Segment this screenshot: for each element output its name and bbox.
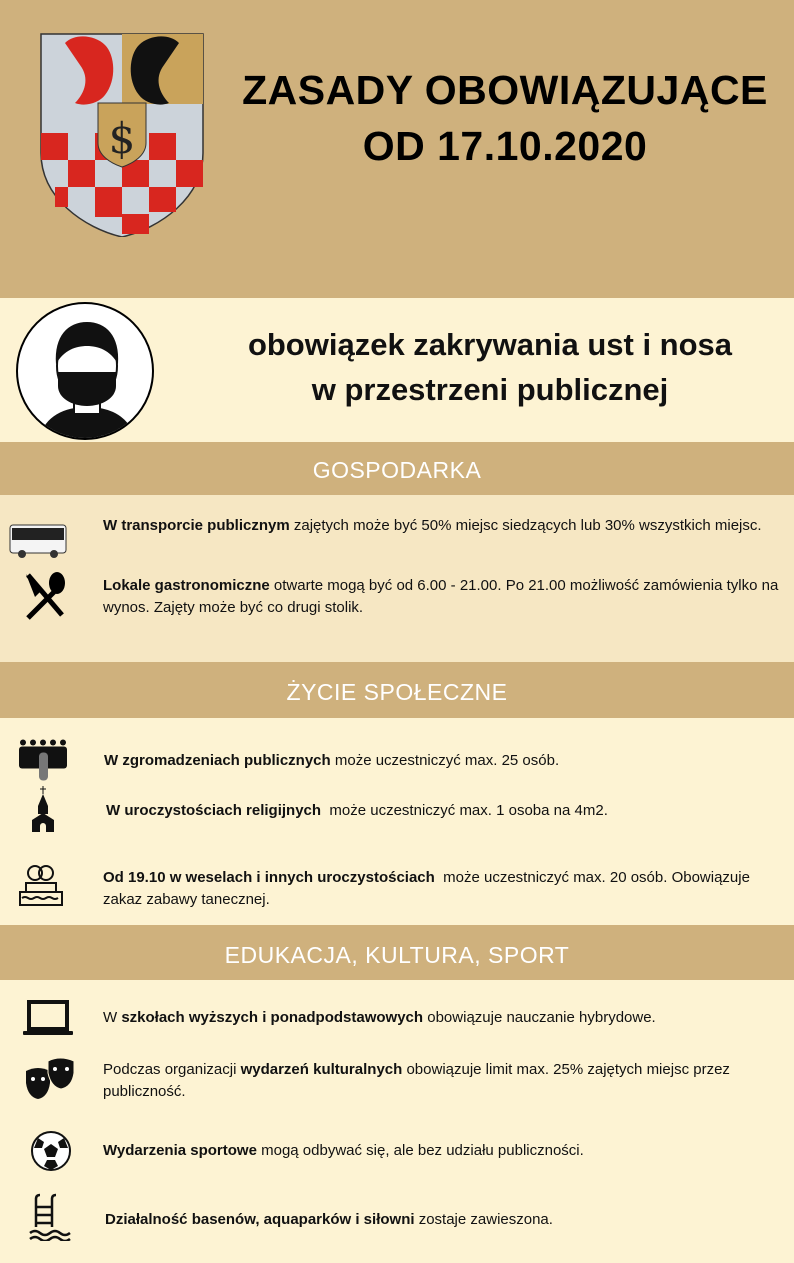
rule-rest: obowiązuje limit max. 25% zajętych miejsc przez publiczność. (103, 1061, 730, 1100)
rule-prefix: W (103, 1009, 122, 1026)
rule-text (103, 867, 783, 911)
soccer-ball-icon (30, 1130, 72, 1172)
rule-bold: W zgromadzeniach publicznych (104, 752, 331, 769)
rule-bold: W uroczystościach religijnych (106, 802, 322, 819)
rule-text (103, 515, 783, 537)
rule-rest: obowiązuje nauczanie hybrydowe. (423, 1009, 656, 1026)
title-line-2: OD 17.10.2020 (362, 123, 648, 169)
rule-rest: otwarte mogą być od 6.00 - 21.00. Po 21.00 możliwość zamówienia tylko na wynos. Zajęty może być co drugi stolik. (103, 577, 779, 616)
rule-bold: Od 19.10 w weselach i innych uroczystościach (103, 869, 435, 886)
rule-rest: zajętych może być 50% miejsc siedzących lub 30% wszystkich miejsc. (289, 517, 762, 534)
section-zycie-spoleczne (0, 718, 794, 923)
rule-text (106, 800, 786, 822)
coat-of-arms-icon (40, 33, 204, 237)
section-header-gospodarka: GOSPODARKA (0, 442, 794, 495)
rule-rest: zostaje zawieszona. (414, 1211, 553, 1228)
cutlery-icon (20, 570, 70, 620)
rule-text (103, 575, 783, 619)
rule-rest: może uczestniczyć max. 1 osoba na 4m2. (321, 802, 608, 819)
section-gospodarka (0, 495, 794, 662)
section-header-edukacja: EDUKACJA, KULTURA, SPORT (0, 925, 794, 980)
rule-bold: szkołach wyższych i ponadpodstawowych (121, 1009, 424, 1026)
rule-bold: Działalność basenów, aquaparków i siłowni (105, 1211, 415, 1228)
bus-icon (8, 515, 68, 565)
crowd-icon (18, 736, 68, 786)
rule-prefix: Podczas organizacji (103, 1061, 241, 1078)
laptop-icon (22, 999, 74, 1039)
rule-bold: Lokale gastronomiczne (103, 577, 270, 594)
section-header-zycie-spoleczne: ŻYCIE SPOŁECZNE (0, 662, 794, 718)
pool-ladder-icon (28, 1193, 72, 1241)
rule-text (105, 1209, 785, 1231)
mask-rule-line-2: w przestrzeni publicznej (311, 372, 669, 407)
rule-text (103, 1059, 783, 1103)
svg-text:$: $ (108, 114, 136, 163)
mask-rule (210, 322, 770, 412)
rule-text (104, 750, 784, 772)
church-icon (30, 786, 56, 832)
rule-text (103, 1007, 783, 1029)
rule-bold: Wydarzenia sportowe (103, 1142, 257, 1159)
rule-bold: W transporcie publicznym (103, 517, 290, 534)
section-edukacja (0, 980, 794, 1263)
rule-rest: może uczestniczyć max. 25 osób. (330, 752, 560, 769)
wedding-cake-icon (18, 861, 64, 907)
page-title (230, 62, 780, 174)
rule-bold: wydarzeń kulturalnych (240, 1061, 403, 1078)
title-line-1: ZASADY OBOWIĄZUJĄCE (242, 67, 768, 113)
theater-masks-icon (24, 1057, 76, 1103)
face-mask-person-icon (16, 302, 154, 440)
rule-rest: mogą odbywać się, ale bez udziału publiczności. (256, 1142, 584, 1159)
rule-rest: może uczestniczyć max. 20 osób. Obowiązuje zakaz zabawy tanecznej. (103, 869, 755, 908)
mask-rule-line-1: obowiązek zakrywania ust i nosa (247, 327, 733, 362)
rule-text (103, 1140, 783, 1162)
mask-section (0, 298, 794, 442)
header-banner (0, 0, 794, 298)
